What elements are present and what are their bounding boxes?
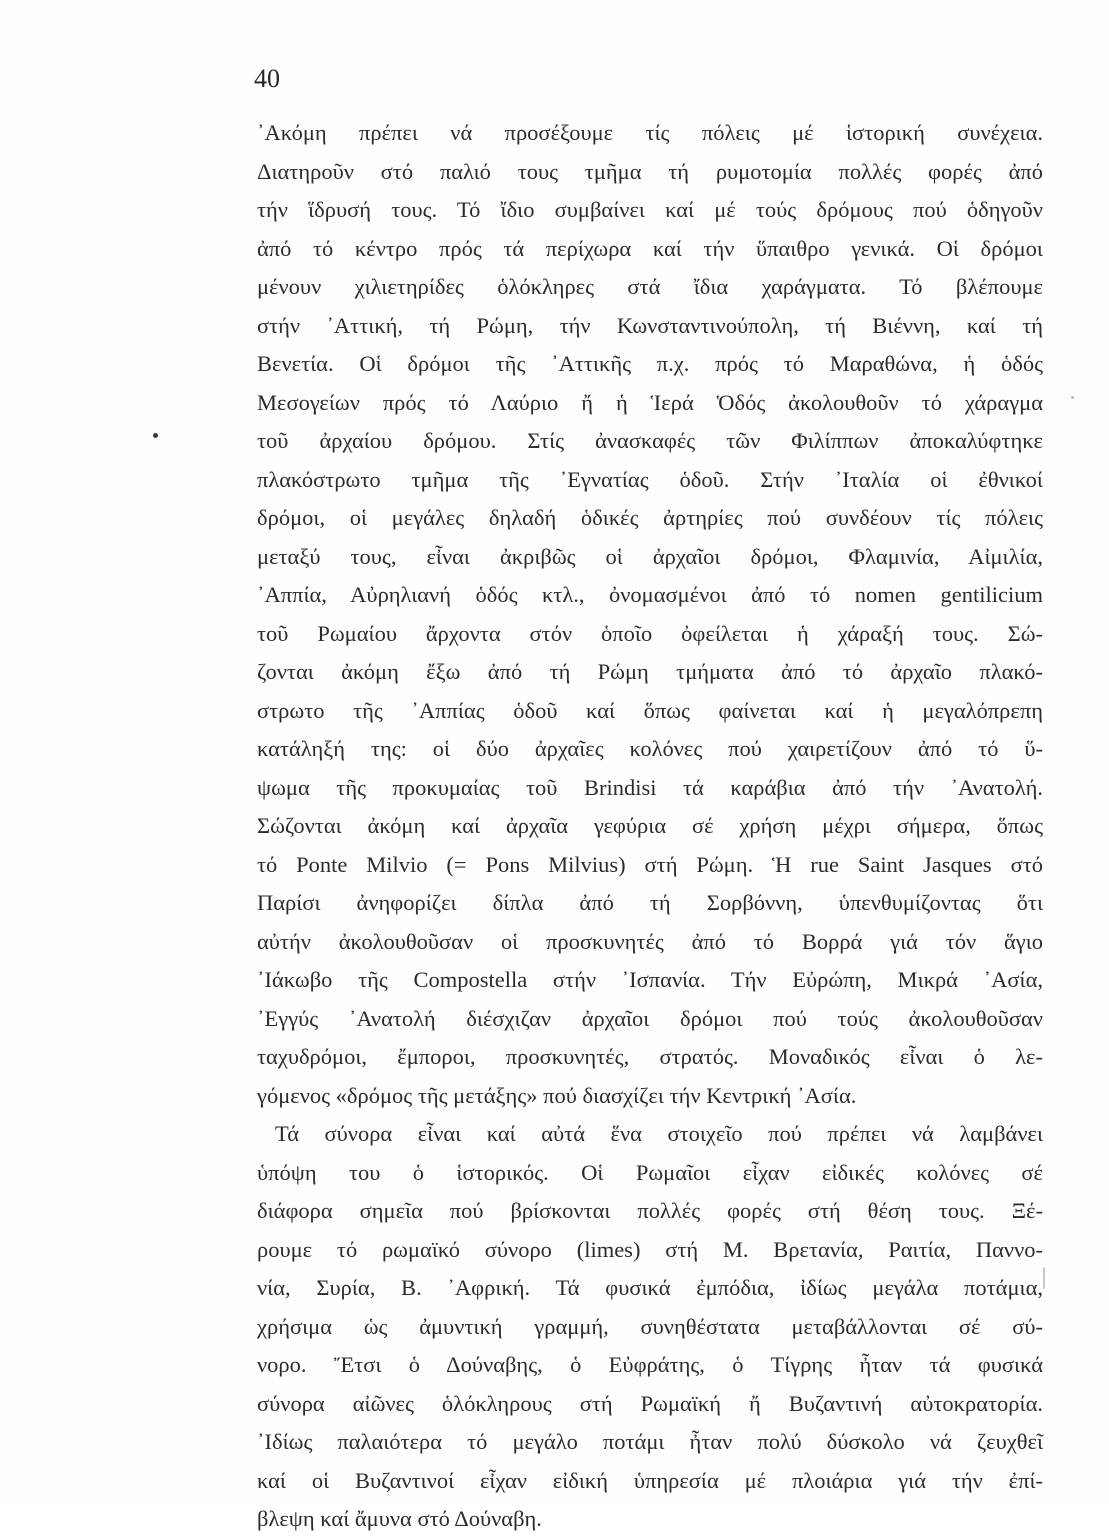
- text-line: αὐτήν ἀκολουθοῦσαν οἱ προσκυνητές ἀπό τό Βορρά γιά τόν ἅγιο: [257, 928, 1043, 954]
- text-line: Παρίσι ἀνηφορίζει δίπλα ἀπό τή Σορβόννη, ὑπενθυμίζοντας ὅτι: [257, 890, 1043, 915]
- text-line: Σώζονται ἀκόμη καί ἀρχαῖα γεφύρια σέ χρήση μέχρι σήμερα, ὅπως: [257, 813, 1043, 838]
- text-line: διάφορα σημεῖα πού βρίσκονται πολλές φορές στή θέση τους. Ξέ-: [257, 1198, 1043, 1223]
- text-line: δρόμοι, οἱ μεγάλες δηλαδή ὁδικές ἀρτηρίες πού συνδέουν τίς πόλεις: [257, 505, 1043, 530]
- scan-speck: [1071, 396, 1074, 399]
- text-line: χρήσιμα ὡς ἀμυντική γραμμή, συνηθέστατα μεταβάλλονται σέ σύ-: [257, 1313, 1043, 1339]
- text-line: ᾿Αππία, Αὐρηλιανή ὁδός κτλ., ὀνομασμένοι ἀπό τό nomen gentilicium: [257, 582, 1043, 607]
- text-line: ψωμα τῆς προκυμαίας τοῦ Brindisi τά καράβια ἀπό τήν ᾿Ανατολή.: [257, 774, 1043, 800]
- text-line: Διατηροῦν στό παλιό τους τμῆμα τή ρυμοτομία πολλές φορές ἀπό: [257, 158, 1043, 184]
- text-line: στήν ᾿Αττική, τή Ρώμη, τήν Κωνσταντινούπολη, τή Βιέννη, καί τή: [257, 312, 1043, 338]
- text-line: ᾿Εγγύς ᾿Ανατολή διέσχιζαν ἀρχαῖοι δρόμοι πού τούς ἀκολουθοῦσαν: [257, 1005, 1043, 1031]
- text-line: ᾿Ιδίως παλαιότερα τό μεγάλο ποτάμι ἦταν πολύ δύσκολο νά ζευχθεῖ: [257, 1429, 1043, 1454]
- text-line: τοῦ ἀρχαίου δρόμου. Στίς ἀνασκαφές τῶν Φιλίππων ἀποκαλύφτηκε: [257, 428, 1043, 453]
- text-line: μεταξύ τους, εἶναι ἀκριβῶς οἱ ἀρχαῖοι δρόμοι, Φλαμινία, Αἰμιλία,: [257, 543, 1043, 569]
- text-line: ζονται ἀκόμη ἔξω ἀπό τή Ρώμη τμήματα ἀπό τό ἀρχαῖο πλακό-: [257, 659, 1043, 684]
- text-line: μένουν χιλιετηρίδες ὁλόκληρες στά ἴδια χαράγματα. Τό βλέπουμε: [257, 274, 1043, 299]
- text-line: καί οἱ Βυζαντινοί εἶχαν εἰδική ὑπηρεσία μέ πλοιάρια γιά τήν ἐπί-: [257, 1467, 1043, 1493]
- text-line: τοῦ Ρωμαίου ἄρχοντα στόν ὁποῖο ὀφείλεται ἡ χάραξή τους. Σώ-: [257, 620, 1043, 646]
- text-line: βλεψη καί ἄμυνα στό Δούναβη.: [257, 1506, 542, 1531]
- text-line: ταχυδρόμοι, ἔμποροι, προσκυνητές, στρατός. Μοναδικός εἶναι ὁ λε-: [257, 1044, 1043, 1069]
- text-line: ὑπόψη του ὁ ἱστορικός. Οἱ Ρωμαῖοι εἶχαν εἰδικές κολόνες σέ: [257, 1159, 1043, 1185]
- text-line: νία, Συρία, Β. ᾿Αφρική. Τά φυσικά ἐμπόδια, ἰδίως μεγάλα ποτάμια,: [257, 1275, 1043, 1300]
- text-line: Βενετία. Οἱ δρόμοι τῆς ᾿Αττικῆς π.χ. πρός τό Μαραθώνα, ἡ ὁδός: [257, 351, 1043, 376]
- page-number: 40: [254, 64, 280, 93]
- body-text: [257, 114, 1043, 1539]
- text-line: κατάληξή της: οἱ δύο ἀρχαῖες κολόνες πού χαιρετίζουν ἀπό τό ὕ-: [257, 736, 1043, 761]
- text-line: Μεσογείων πρός τό Λαύριο ἤ ἡ Ἱερά Ὁδός ἀκολουθοῦν τό χάραγμα: [257, 389, 1043, 415]
- text-line: Τά σύνορα εἶναι καί αὐτά ἕνα στοιχεῖο πού πρέπει νά λαμβάνει: [275, 1121, 1043, 1146]
- text-line: τό Ponte Milvio (= Pons Milvius) στή Ρώμη. Ἡ rue Saint Jasques στό: [257, 851, 1043, 877]
- scan-speck: [1043, 1267, 1045, 1289]
- scan-speck: [153, 433, 158, 438]
- text-line: νορο. Ἔτσι ὁ Δούναβης, ὁ Εὐφράτης, ὁ Τίγρης ἦταν τά φυσικά: [257, 1352, 1043, 1377]
- text-line: τήν ἵδρυσή τους. Τό ἴδιο συμβαίνει καί μέ τούς δρόμους πού ὁδηγοῦν: [257, 197, 1043, 222]
- text-line: ᾿Ιάκωβο τῆς Compostella στήν ᾿Ισπανία. Τήν Εὐρώπη, Μικρά ᾿Ασία,: [257, 967, 1043, 992]
- text-line: ᾿Ακόμη πρέπει νά προσέξουμε τίς πόλεις μέ ἱστορική συνέχεια.: [257, 120, 1043, 145]
- text-line: ρουμε τό ρωμαϊκό σύνορο (limes) στή Μ. Βρετανία, Ραιτία, Παννο-: [257, 1236, 1043, 1262]
- text-line: σύνορα αἰῶνες ὁλόκληρους στή Ρωμαϊκή ἤ Βυζαντινή αὐτοκρατορία.: [257, 1390, 1043, 1416]
- text-line: γόμενος «δρόμος τῆς μετάξης» πού διασχίζει τήν Κεντρική ᾿Ασία.: [257, 1082, 857, 1108]
- text-line: στρωτο τῆς ᾿Αππίας ὁδοῦ καί ὅπως φαίνεται καί ἡ μεγαλόπρεπη: [257, 697, 1043, 723]
- text-line: πλακόστρωτο τμῆμα τῆς ᾿Εγνατίας ὁδοῦ. Στήν ᾿Ιταλία οἱ ἐθνικοί: [257, 466, 1043, 492]
- text-line: ἀπό τό κέντρο πρός τά περίχωρα καί τήν ὕπαιθρο γενικά. Οἱ δρόμοι: [257, 235, 1043, 261]
